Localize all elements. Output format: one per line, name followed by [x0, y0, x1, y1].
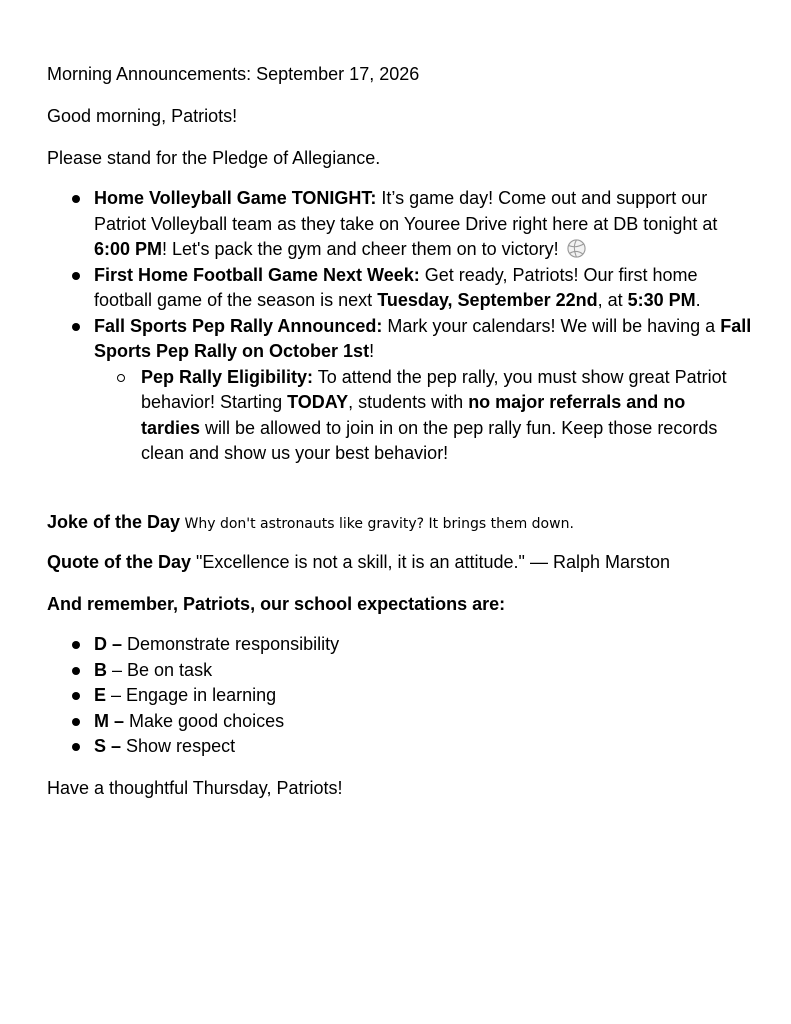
- item-bold: Tuesday, September 22nd: [377, 290, 598, 310]
- bullet-icon: [72, 195, 80, 203]
- item-text: .: [695, 290, 701, 310]
- item-text: Get ready, Patriots! Our first home football game of the season is next: [94, 264, 698, 310]
- expectation-text: – Be on task: [107, 659, 213, 680]
- pledge-line: Please stand for the Pledge of Allegiance.: [47, 148, 381, 168]
- expectation-letter: D –: [94, 634, 123, 654]
- list-item-volleyball: [0, 186, 754, 263]
- item-bold: 6:00 PM: [94, 239, 163, 259]
- joke-of-the-day: [47, 510, 574, 536]
- sub-bold: TODAY: [287, 392, 349, 412]
- expectation-letter: E: [94, 685, 107, 705]
- quote-label: Quote of the Day: [47, 552, 192, 572]
- item-text: It’s game day! Come out and support our Patriot Volleyball team as they take on Youree Drive right here at DB tonight at: [94, 188, 718, 234]
- closing-line: Have a thoughtful Thursday, Patriots!: [47, 778, 343, 798]
- expectation-letter: B: [94, 659, 107, 680]
- sub-heading: Pep Rally Eligibility:: [141, 366, 314, 387]
- bullet-icon: [72, 667, 80, 675]
- hollow-bullet-icon: [117, 374, 125, 382]
- sub-text: To attend the pep rally, you must show great Patriot behavior! Starting: [141, 366, 727, 412]
- quote-of-the-day: [47, 550, 670, 574]
- sub-text: will be allowed to join in on the pep rally fun. Keep those records clean and show us your best behavior!: [141, 417, 718, 463]
- quote-text: "Excellence is not a skill, it is an attitude." — Ralph Marston: [191, 552, 671, 572]
- expectation-item: [0, 709, 754, 735]
- sub-item-eligibility: [0, 365, 731, 467]
- list-item-pep-rally: [0, 314, 754, 365]
- expectation-item: [0, 734, 754, 760]
- announcement-title: Morning Announcements: September 17, 2026: [47, 64, 420, 84]
- item-heading: First Home Football Game Next Week:: [94, 264, 420, 285]
- item-heading: Fall Sports Pep Rally Announced:: [94, 315, 383, 336]
- item-text: Mark your calendars! We will be having a: [382, 315, 721, 336]
- bullet-icon: [72, 641, 80, 649]
- expectation-item: [0, 683, 754, 709]
- item-bold: 5:30 PM: [627, 290, 696, 310]
- expectation-text: Make good choices: [124, 710, 285, 731]
- bullet-icon: [72, 718, 80, 726]
- expectation-letter: M –: [94, 710, 125, 731]
- item-text: ! Let's pack the gym and cheer them on to victory!: [162, 239, 564, 259]
- item-text: !: [369, 341, 375, 361]
- expectation-text: Show respect: [121, 736, 236, 756]
- bullet-icon: [72, 272, 80, 280]
- expectations-list: [0, 632, 754, 760]
- sub-text: , students with: [348, 392, 469, 412]
- expectation-item: [0, 658, 754, 684]
- bullet-icon: [72, 323, 80, 331]
- greeting: Good morning, Patriots!: [47, 106, 238, 126]
- item-text: , at: [597, 290, 628, 310]
- expectation-text: Demonstrate responsibility: [122, 634, 340, 654]
- bullet-icon: [72, 743, 80, 751]
- expectation-letter: S –: [94, 736, 122, 756]
- sub-bold: no major referrals and no tardies: [141, 392, 686, 438]
- bullet-icon: [72, 692, 80, 700]
- item-bold: Fall Sports Pep Rally on October 1st: [94, 315, 752, 361]
- volleyball-icon: [567, 239, 586, 258]
- joke-text: Why don't astronauts like gravity? It brings them down.: [180, 516, 574, 532]
- expectation-text: – Engage in learning: [106, 685, 277, 705]
- expectations-heading-text: And remember, Patriots, our school expectations are:: [47, 594, 506, 614]
- item-heading: Home Volleyball Game TONIGHT:: [94, 188, 377, 208]
- list-item-football: [0, 263, 754, 314]
- expectations-heading: [47, 592, 505, 616]
- announcement-list: [0, 186, 754, 467]
- joke-label: Joke of the Day: [47, 512, 181, 532]
- expectation-item: [0, 632, 754, 658]
